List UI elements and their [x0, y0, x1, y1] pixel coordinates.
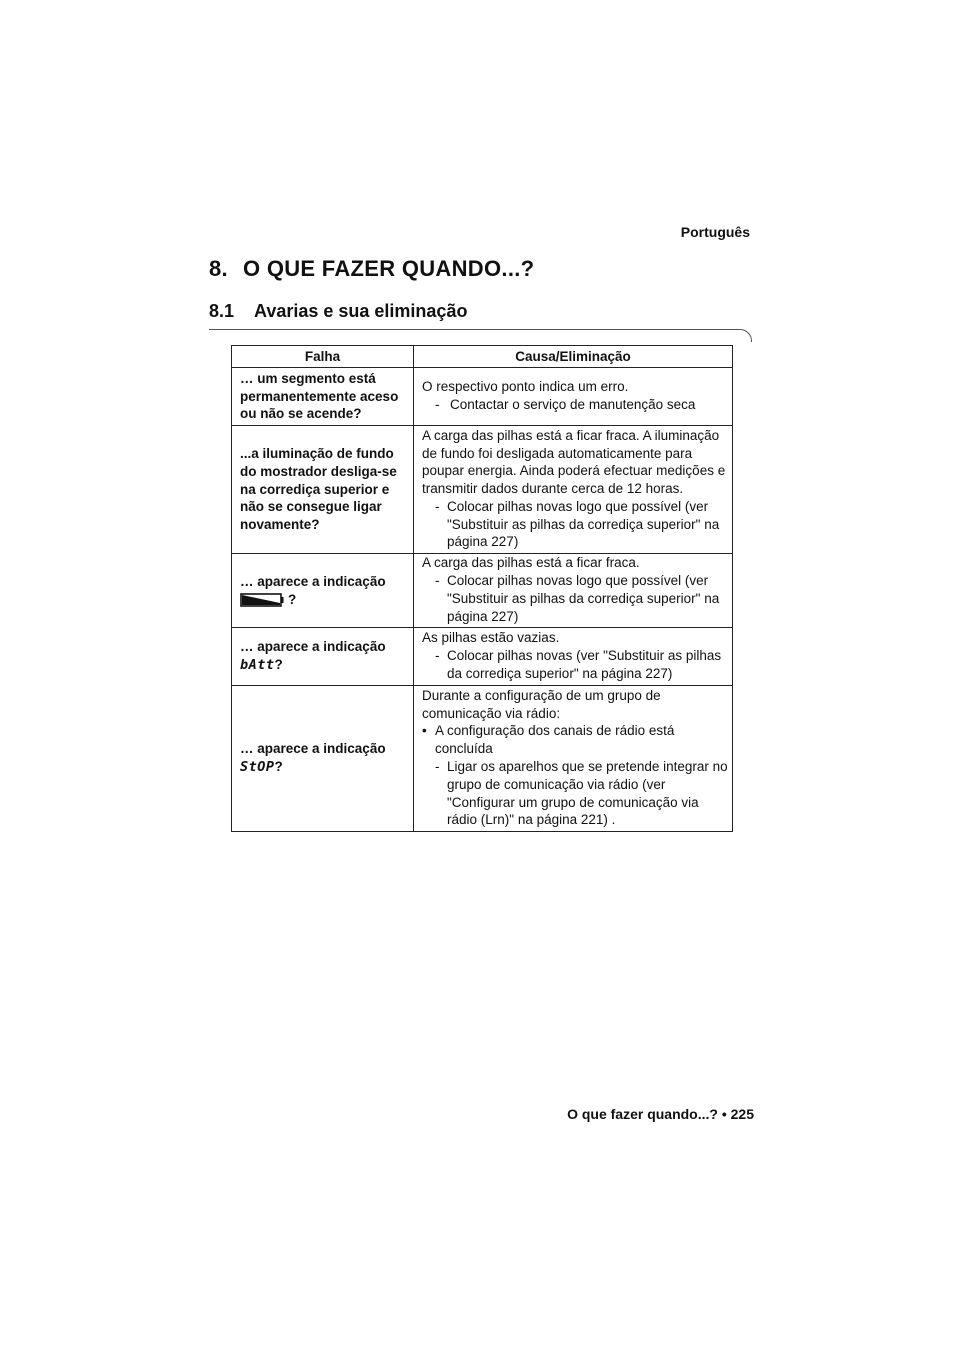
section-title: Avarias e sua eliminação — [254, 301, 468, 321]
language-label: Português — [680, 224, 750, 240]
table-row — [232, 628, 733, 686]
action-item — [422, 396, 730, 414]
cause-text: A carga das pilhas está a ficar fraca. — [422, 555, 640, 571]
action-item — [422, 758, 730, 829]
cause-cell — [414, 628, 733, 686]
section-heading — [209, 301, 467, 322]
cause-text: Durante a configuração de um grupo de comunicação via rádio: — [422, 687, 661, 721]
fault-cell — [232, 628, 414, 686]
fault-table — [231, 345, 733, 832]
section-divider-corner — [735, 329, 752, 342]
bullet-marker: • — [422, 723, 427, 739]
table-row — [232, 426, 733, 554]
fault-cell — [232, 686, 414, 832]
lcd-display-text: StOP — [240, 759, 275, 775]
cause-text: As pilhas estão vazias. — [422, 630, 560, 646]
table-row — [232, 686, 733, 832]
cause-text: A carga das pilhas está a ficar fraca. A iluminação de fundo foi desligada automaticamente para poupar energia. Ainda poderá efectuar medições e transmitir dados durante cerca de 12 horas. — [422, 427, 726, 497]
cause-cell — [414, 368, 733, 426]
table-row — [232, 368, 733, 426]
chapter-heading — [209, 256, 534, 282]
action-item — [422, 572, 730, 625]
action-text: Colocar pilhas novas logo que possível (ver "Substituir as pilhas da corrediça superior" na página 227) — [447, 498, 720, 550]
action-item — [422, 647, 730, 683]
fault-text: … aparece a indicação — [240, 573, 386, 589]
fault-text: … aparece a indicação — [240, 639, 386, 655]
fault-cell — [232, 554, 414, 628]
fault-suffix: ? — [274, 759, 283, 774]
page-footer: O que fazer quando...? • 225 — [567, 1106, 754, 1122]
table-header-row — [232, 346, 733, 368]
cause-cell — [414, 686, 733, 832]
fault-suffix: ? — [288, 591, 297, 607]
dash-marker: - — [435, 498, 440, 514]
cause-cell — [414, 426, 733, 554]
lcd-display-text: bAtt — [240, 657, 275, 673]
cause-text: O respectivo ponto indica um erro. — [422, 379, 629, 395]
column-header-fault: Falha — [232, 346, 414, 368]
action-text: Colocar pilhas novas logo que possível (ver "Substituir as pilhas da corrediça superior" na página 227) — [447, 573, 720, 624]
dash-marker: - — [435, 759, 440, 774]
fault-suffix: ? — [274, 657, 283, 672]
fault-text: … aparece a indicação — [240, 741, 386, 757]
dash-marker: - — [435, 648, 440, 664]
section-divider — [209, 329, 739, 330]
table-row — [232, 554, 733, 628]
action-text: Ligar os aparelhos que se pretende integrar no grupo de comunicação via rádio (ver "Configurar um grupo de comunicação via rádio (Lrn)" na página 221) . — [447, 759, 728, 828]
dash-marker: - — [435, 397, 440, 412]
column-header-cause: Causa/Eliminação — [414, 346, 733, 368]
bullet-item — [422, 722, 730, 758]
chapter-number: 8. — [209, 256, 228, 281]
dash-marker: - — [435, 573, 440, 589]
action-text: Colocar pilhas novas (ver "Substituir as pilhas da corrediça superior" na página 227) — [447, 648, 722, 681]
bullet-text: A configuração dos canais de rádio está concluída — [435, 723, 675, 757]
fault-cell: … um segmento está permanentemente aceso ou não se acende? — [232, 368, 414, 426]
cause-cell — [414, 554, 733, 628]
fault-cell: ...a iluminação de fundo do mostrador desliga-se na corrediça superior e não se consegue ligar novamente? — [232, 426, 414, 554]
section-number: 8.1 — [209, 301, 235, 321]
chapter-title: O QUE FAZER QUANDO...? — [243, 256, 535, 281]
action-text: Contactar o serviço de manutenção seca — [450, 397, 696, 412]
battery-low-icon — [240, 593, 284, 607]
action-item — [422, 498, 730, 551]
